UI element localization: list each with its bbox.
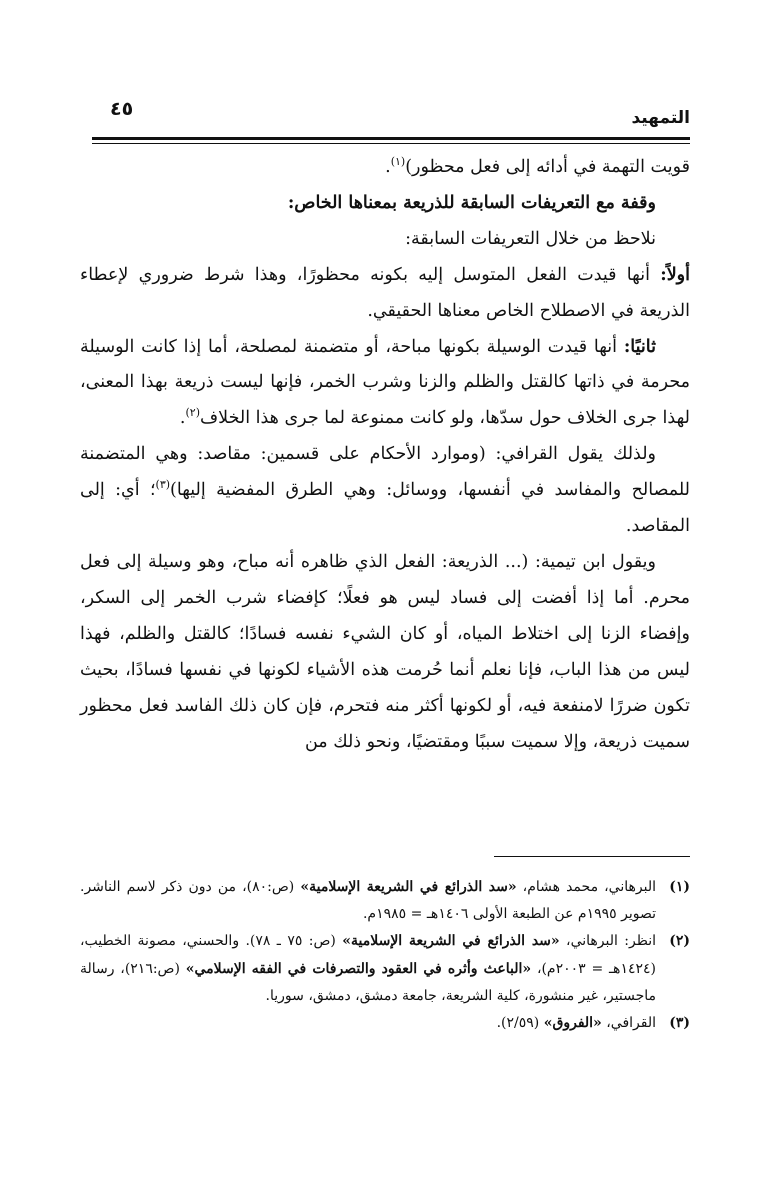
paragraph-qarafi-quote: ولذلك يقول القرافي: (وموارد الأحكام على قسمين: مقاصد: وهي المتضمنة للمصالح والمفاسد في أنفسها، ووسائل: وهي الطرق المفضية إليها)$^{(٣)}$؛ أي: إلى المقاصد. [80, 444, 690, 537]
page-header [92, 96, 690, 130]
section-heading: وقفة مع التعريفات السابقة للذريعة بمعناها الخاص: [287, 192, 656, 213]
page-number: ٤٥ [110, 98, 134, 120]
paragraph-ibn-taymiyya-quote: ويقول ابن تيمية: (... الذريعة: الفعل الذي ظاهره أنه مباح، وهو وسيلة إلى فعل محرم. أما إذا أفضت إلى فساد ليس هو فعلًا؛ كإفضاء شرب الخمر إلى السكر، وإفضاء الزنا إلى اختلاط المياه، أو كان الشيء نفسه فسادًا؛ كالقتل والظلم، فهذا ليس من هذا الباب، فإنا نعلم أنما حُرمت هذه الأشياء لكونها في نفسها فسادًا، بحيث تكون ضررًا لامنفعة فيه، أو لكونها أكثر منه فتحرم، فإن كان ذلك الفاسد فعل محظور سميت ذريعة، وإلا سميت سببًا ومقتضيًا، ونحو ذلك من [80, 551, 690, 752]
running-title: التمهيد [631, 108, 690, 128]
footnote-ref-2: (٢) [185, 406, 200, 420]
footnote-number: (١) [669, 879, 690, 895]
footnote-ref-1: (١) [390, 155, 406, 169]
footnote-number: (٢) [669, 933, 690, 950]
footnote-number: (٣) [669, 1015, 690, 1032]
footnote-2: (٢) انظر: البرهاني، «سد الذرائع في الشريعة الإسلامية» (ص: ٧٥ ـ ٧٨). والحسني، مصونة الخطيب، (١٤٢٤هـ = ٢٠٠٣م)، «الباعث وأثره في العقود والتصرفات في الفقه الإسلامي» (ص:٢١٦)، رسالة ماجستير، غير منشورة، كلية الشريعة، جامعة دمشق، دمشق، سوريا. [80, 928, 690, 1010]
paragraph-second-point: ثانيًا: أنها قيدت الوسيلة بكونها مباحة، أو متضمنة لمصلحة، أما إذا كانت الوسيلة محرمة في ذاتها كالقتل والظلم والزنا وشرب الخمر، فإنها ليست ذريعة بهذا المعنى، لهذا جرى الخلاف حول سدّها، ولو كانت ممنوعة لما جرى هذا الخلاف$^{(٢)}$. [80, 336, 690, 429]
paragraph-1: قويت التهمة في أدائه إلى فعل محظور)$^{(١)}$. [385, 155, 690, 177]
footnotes [80, 874, 690, 1037]
lead-word-first: أولاً: [660, 264, 690, 285]
paragraph-first-point: أولاً: أنها قيدت الفعل المتوسل إليه بكونه محظورًا، وهذا شرط ضروري لإعطاء الذريعة في الاصطلاح الخاص معناها الحقيقي. [80, 264, 690, 321]
main-text [80, 150, 690, 760]
paragraph-3: نلاحظ من خلال التعريفات السابقة: [405, 228, 656, 249]
footnote-1: (١) البرهاني، محمد هشام، «سد الذرائع في الشريعة الإسلامية» (ص:٨٠)، من دون ذكر لاسم الناشر. تصوير ١٩٩٥م عن الطبعة الأولى ١٤٠٦هـ = ١٩٨٥م. [80, 874, 690, 928]
footnote-3: (٣) القرافي، «الفروق» (٢/٥٩). [80, 1010, 690, 1037]
header-rule-thick [92, 137, 690, 140]
lead-word-second: ثانيًا: [623, 336, 656, 357]
footnote-ref-3: (٣) [155, 478, 171, 492]
footnote-separator [494, 856, 690, 857]
header-rule-thin [92, 143, 690, 144]
